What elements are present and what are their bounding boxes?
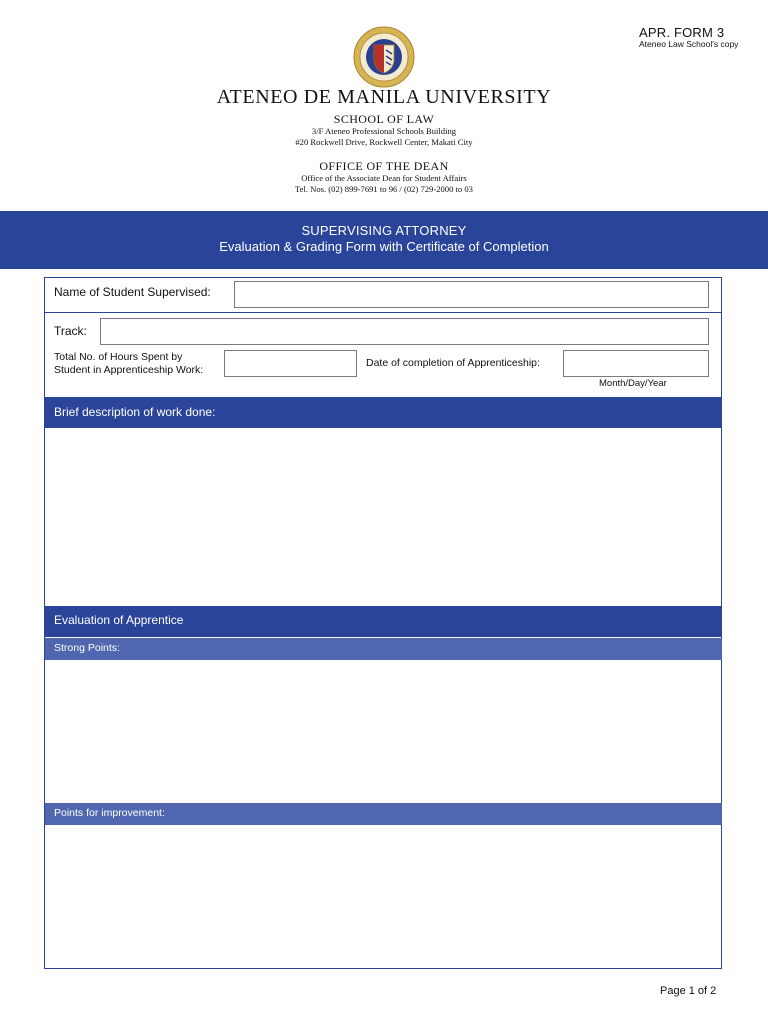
university-seal-icon xyxy=(351,26,417,88)
form-code: APR. FORM 3 xyxy=(639,25,725,40)
university-name: ATENEO DE MANILA UNIVERSITY xyxy=(216,86,552,108)
date-format-hint: Month/Day/Year xyxy=(599,378,667,389)
address-line-2: #20 Rockwell Drive, Rockwell Center, Makati City xyxy=(295,137,473,147)
evaluation-header: Evaluation of Apprentice xyxy=(45,606,722,637)
address-line-1: 3/F Ateneo Professional Schools Building xyxy=(311,126,457,136)
row-divider xyxy=(44,312,722,313)
completion-date-label: Date of completion of Apprenticeship: xyxy=(366,357,540,369)
office-name: OFFICE OF THE DEAN xyxy=(319,159,449,173)
page-number: Page 1 of 2 xyxy=(660,985,717,997)
track-field[interactable] xyxy=(100,318,709,345)
strong-points-textarea[interactable] xyxy=(45,660,722,803)
work-done-textarea[interactable] xyxy=(45,428,722,606)
form-copy-note: Ateneo Law School's copy xyxy=(639,39,739,49)
hours-field[interactable] xyxy=(224,350,357,377)
work-done-header: Brief description of work done: xyxy=(45,397,722,428)
completion-date-field[interactable] xyxy=(563,350,709,377)
office-subtitle: Office of the Associate Dean for Student Affairs xyxy=(301,173,467,183)
form-subtitle: Evaluation & Grading Form with Certificate of Completion xyxy=(219,239,549,254)
hours-label-line-2: Student in Apprenticeship Work: xyxy=(54,364,204,376)
form-title-banner xyxy=(0,211,768,269)
telephone-numbers: Tel. Nos. (02) 899-7691 to 96 / (02) 729-2000 to 03 xyxy=(295,184,473,194)
track-label: Track: xyxy=(54,324,87,338)
form-title: SUPERVISING ATTORNEY xyxy=(301,223,467,238)
hours-label xyxy=(54,351,203,377)
strong-points-header: Strong Points: xyxy=(45,638,722,660)
improvement-textarea[interactable] xyxy=(45,825,722,968)
hours-label-line-1: Total No. of Hours Spent by xyxy=(54,351,183,363)
student-name-field[interactable] xyxy=(234,281,709,308)
school-name: SCHOOL OF LAW xyxy=(333,112,435,126)
student-name-label: Name of Student Supervised: xyxy=(54,285,211,299)
improvement-header: Points for improvement: xyxy=(45,803,722,825)
